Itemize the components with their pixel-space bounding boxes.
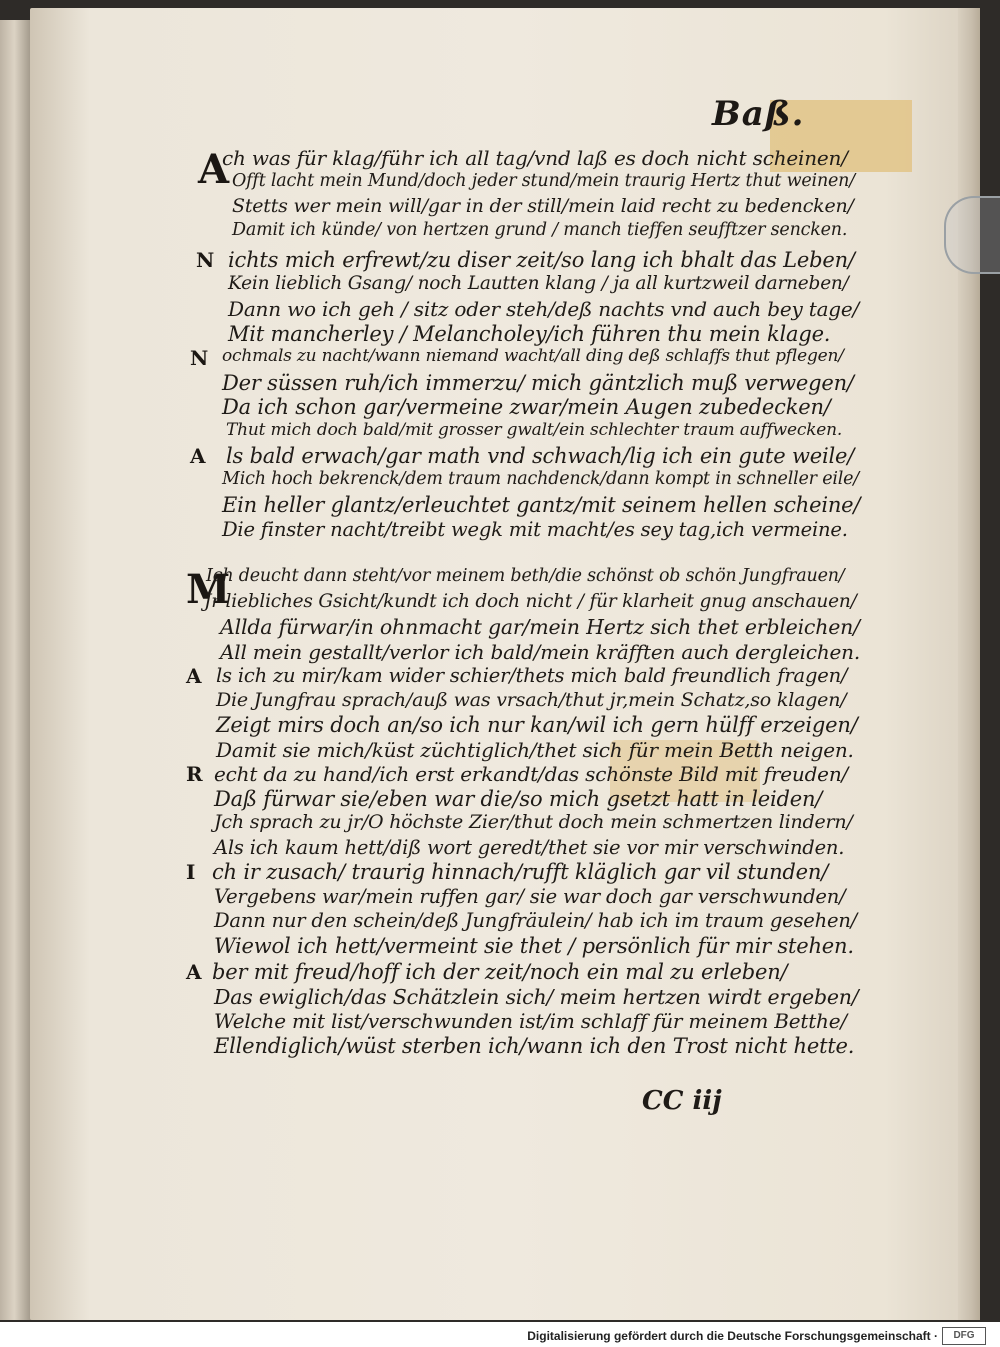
verse-line: ochmals zu nacht/wann niemand wacht/all ding deß schlaffs thut pflegen/ bbox=[222, 346, 844, 366]
verse-line: Dann wo ich geh / sitz oder steh/deß nachts vnd auch bey tage/ bbox=[228, 297, 860, 322]
verse-line: echt da zu hand/ich erst erkandt/das schönste Bild mit freuden/ bbox=[214, 762, 849, 786]
verse-line: Damit sie mich/küst züchtiglich/thet sich für mein Betth neigen. bbox=[216, 737, 854, 762]
verse-line: Wiewol ich hett/vermeint sie thet / persönlich für mir stehen. bbox=[214, 933, 854, 958]
verse-line: Jr liebliches Gsicht/kundt ich doch nicht / für klarheit gnug anschauen/ bbox=[204, 590, 857, 612]
verse-line: ch ir zusach/ traurig hinnach/rufft kläglich gar vil stunden/ bbox=[212, 860, 829, 884]
verse-line: Das ewiglich/das Schätzlein sich/ meim hertzen wirdt ergeben/ bbox=[214, 984, 859, 1009]
verse-line: All mein gestallt/verlor ich bald/mein kräfften auch dergleichen. bbox=[220, 639, 860, 664]
verse-line: Damit ich künde/ von hertzen grund / manch tieffen seufftzer sencken. bbox=[232, 219, 848, 240]
verse-line: Ein heller glantz/erleuchtet gantz/mit seinem hellen scheine/ bbox=[222, 493, 861, 518]
verse-line: Welche mit list/verschwunden ist/im schlaff für meinem Betthe/ bbox=[214, 1009, 847, 1034]
signature-mark: CC iij bbox=[642, 1086, 722, 1116]
verse-line: Thut mich doch bald/mit grosser gwalt/ein schlechter traum auffwecken. bbox=[226, 419, 843, 440]
verse-line: Der süssen ruh/ich immerzu/ mich gäntzlich muß verwegen/ bbox=[222, 370, 854, 395]
verse-line: Vergebens war/mein ruffen gar/ sie war doch gar verschwunden/ bbox=[214, 884, 846, 908]
stanza-initial: A bbox=[186, 960, 202, 984]
stanza-initial: M bbox=[186, 566, 231, 613]
verse-line: Kein lieblich Gsang/ noch Lautten klang / ja all kurtzweil darneben/ bbox=[228, 272, 849, 294]
stanza-initial: A bbox=[186, 664, 202, 688]
running-title: Baß. bbox=[712, 94, 805, 134]
verse-line: Ich deucht dann steht/vor meinem beth/die schönst ob schön Jungfrauen/ bbox=[206, 566, 845, 586]
stanza-initial: A bbox=[190, 444, 206, 468]
stanza-initial: A bbox=[198, 146, 230, 193]
verse-line: Als ich kaum hett/diß wort geredt/thet sie vor mir verschwinden. bbox=[214, 835, 845, 859]
dfg-logo: DFG bbox=[942, 1327, 986, 1345]
verse-line: ichts mich erfrewt/zu diser zeit/so lang ich bhalt das Leben/ bbox=[228, 248, 855, 272]
verse-line: Dann nur den schein/deß Jungfräulein/ hab ich im traum gesehen/ bbox=[214, 909, 858, 933]
verse-line: Allda fürwar/in ohnmacht gar/mein Hertz sich thet erbleichen/ bbox=[220, 615, 860, 640]
verse-line: ls bald erwach/gar math vnd schwach/lig ich ein gute weile/ bbox=[226, 444, 855, 468]
verse-line: Mit mancherley / Melancholey/ich führen thu mein klage. bbox=[228, 321, 831, 346]
stanza-initial: N bbox=[190, 346, 209, 370]
verse-line: Mich hoch bekrenck/dem traum nachdenck/dann kompt in schneller eile/ bbox=[222, 468, 859, 489]
stanza-initial: R bbox=[186, 762, 203, 786]
verse-line: Jch sprach zu jr/O höchste Zier/thut doch mein schmertzen lindern/ bbox=[214, 811, 853, 834]
verse-line: ch was für klag/führ ich all tag/vnd laß es doch nicht scheinen/ bbox=[222, 146, 848, 170]
page-clip bbox=[944, 196, 1000, 274]
verse-line: Da ich schon gar/vermeine zwar/mein Augen zubedecken/ bbox=[222, 395, 831, 420]
verse-line: ber mit freud/hoff ich der zeit/noch ein mal zu erleben/ bbox=[212, 960, 788, 984]
verse-line: Stetts wer mein will/gar in der still/mein laid recht zu bedencken/ bbox=[232, 195, 854, 218]
verse-line: Die Jungfrau sprach/auß was vrsach/thut jr,mein Schatz,so klagen/ bbox=[216, 688, 847, 711]
stanza-initial: N bbox=[196, 248, 215, 272]
verse-line: Die finster nacht/treibt wegk mit macht/es sey tag,ich vermeine. bbox=[222, 517, 848, 541]
verse-line: Offt lacht mein Mund/doch jeder stund/mein traurig Hertz thut weinen/ bbox=[232, 170, 855, 191]
verse-line: Daß fürwar sie/eben war die/so mich gsetzt hatt in leiden/ bbox=[214, 786, 823, 811]
stanza-initial: I bbox=[186, 860, 196, 884]
verse-line: ls ich zu mir/kam wider schier/thets mich bald freundlich fragen/ bbox=[216, 664, 848, 687]
verse-line: Zeigt mirs doch an/so ich nur kan/wil ich gern hülff erzeigen/ bbox=[216, 713, 858, 738]
digitization-credit: Digitalisierung gefördert durch die Deutsche Forschungsgemeinschaft · bbox=[527, 1329, 938, 1343]
verse-line: Ellendiglich/wüst sterben ich/wann ich den Trost nicht hette. bbox=[214, 1033, 855, 1058]
